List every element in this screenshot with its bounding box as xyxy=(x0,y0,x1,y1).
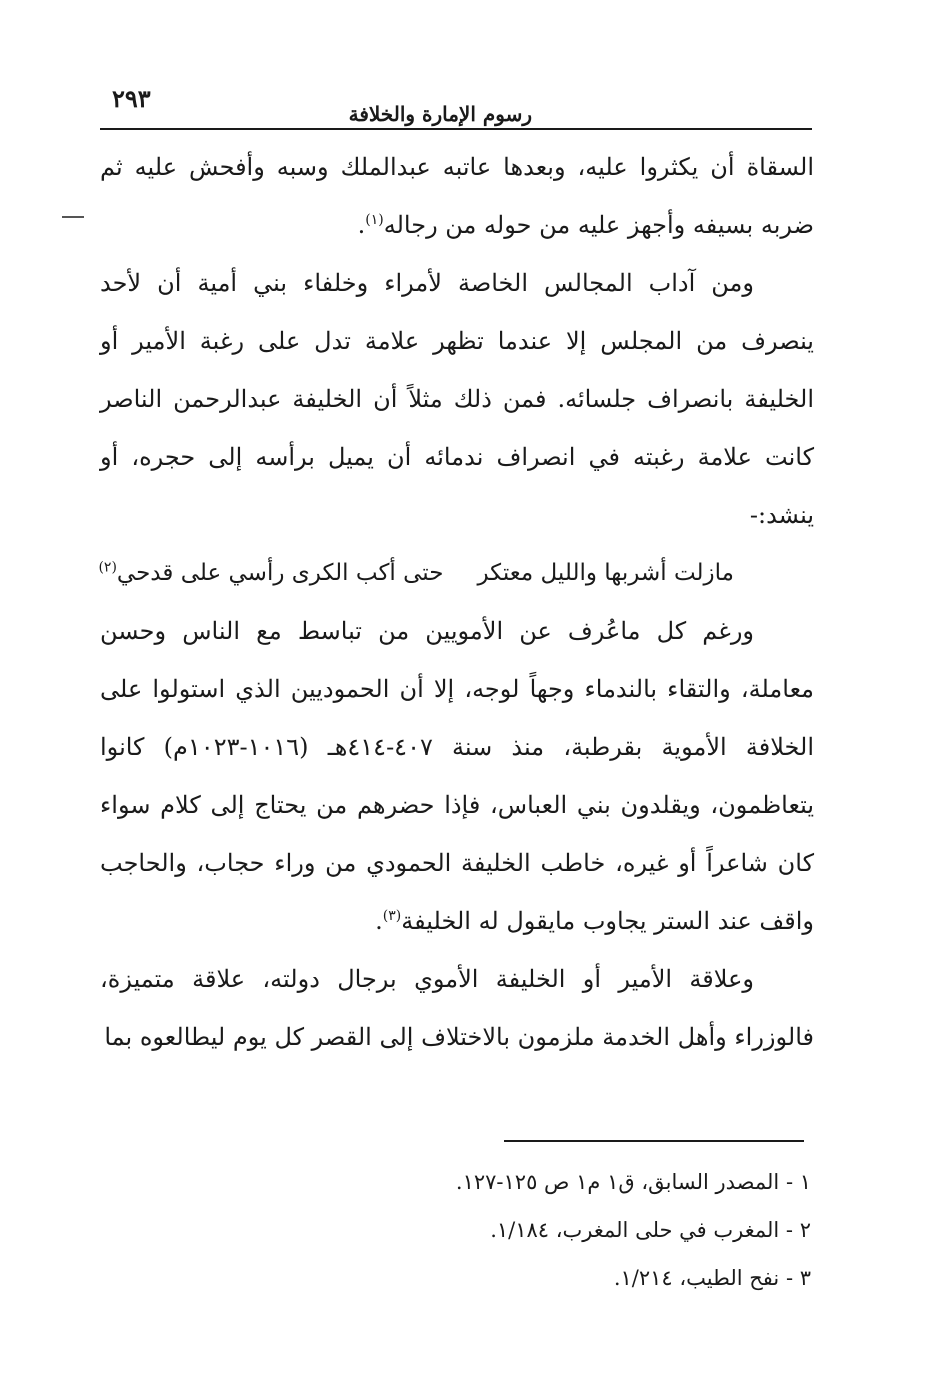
paragraph-1-text: السقاة أن يكثروا عليه، وبعدها عاتبه عبدالملك وسبه وأفحش عليه ثم ضربه بسيفه وأجهز عليه من حوله من رجاله xyxy=(100,153,814,239)
footnote-3: ٣ - نفح الطيب، ١/٢١٤. xyxy=(613,1266,811,1290)
verse-second-hemistich: حتى أكب الكرى رأسي على قدحي xyxy=(116,560,444,586)
footnote-rule xyxy=(504,1140,804,1142)
page-number: ٢٩٣ xyxy=(112,84,151,113)
footnote-ref-3: (٣) xyxy=(382,908,402,924)
paragraph-4: وعلاقة الأمير أو الخليفة الأموي برجال دولته، علاقة متميزة، فالوزراء وأهل الخدمة ملزمون بالاختلاف إلى القصر كل يوم ليطالعوه بما xyxy=(100,965,814,1051)
footnote-2: ٢ - المغرب في حلى المغرب، ١/١٨٤. xyxy=(490,1218,811,1242)
body-text xyxy=(100,138,814,1066)
running-title: رسوم الإمارة والخلافة xyxy=(348,102,532,126)
footnote-1: ١ - المصدر السابق، ق١ م١ ص ١٢٥-١٢٧. xyxy=(455,1170,811,1194)
footnote-ref-1: (١) xyxy=(365,212,384,228)
margin-mark xyxy=(62,216,84,218)
verse-line xyxy=(100,544,814,602)
paragraph-1 xyxy=(100,138,814,254)
paragraph-3-end: . xyxy=(375,907,383,935)
footnote-ref-2: (٢) xyxy=(98,559,117,576)
header-rule xyxy=(100,128,812,130)
paragraph-1-end: . xyxy=(357,211,366,239)
paragraph-3-text: ورغم كل ماعُرف عن الأمويين من تباسط مع الناس وحسن معاملة، والتقاء بالندماء وجهاً لوجه، إلا أن الحموديين الذي استولوا على الخلافة الأموية بقرطبة، منذ سنة ٤٠٧-٤١٤هـ (١٠١٦-١٠٢٣م) كانوا يتعاظمون، ويقلدون بني العباس، فإذا حضرهم من يحتاج إلى كلام سواء كان شاعراً أو غيره، خاطب الخليفة الحمودي من وراء حجاب، والحاجب واقف عند الستر يجاوب مايقول له الخليفة xyxy=(100,617,815,935)
paragraph-2: ومن آداب المجالس الخاصة لأمراء وخلفاء بني أمية أن لأحد ينصرف من المجلس إلا عندما تظهر علامة تدل على رغبة الأمير أو الخليفة بانصراف جلسائه. فمن ذلك مثلاً أن الخليفة عبدالرحمن الناصر كانت علامة رغبته في انصراف ندمائه أن يميل برأسه إلى حجره، أو ينشد:- xyxy=(100,269,815,529)
verse-first-hemistich: مازلت أشربها والليل معتكر xyxy=(477,560,734,586)
page-header xyxy=(100,80,814,130)
footnotes xyxy=(291,1158,811,1302)
paragraph-3 xyxy=(100,602,814,950)
